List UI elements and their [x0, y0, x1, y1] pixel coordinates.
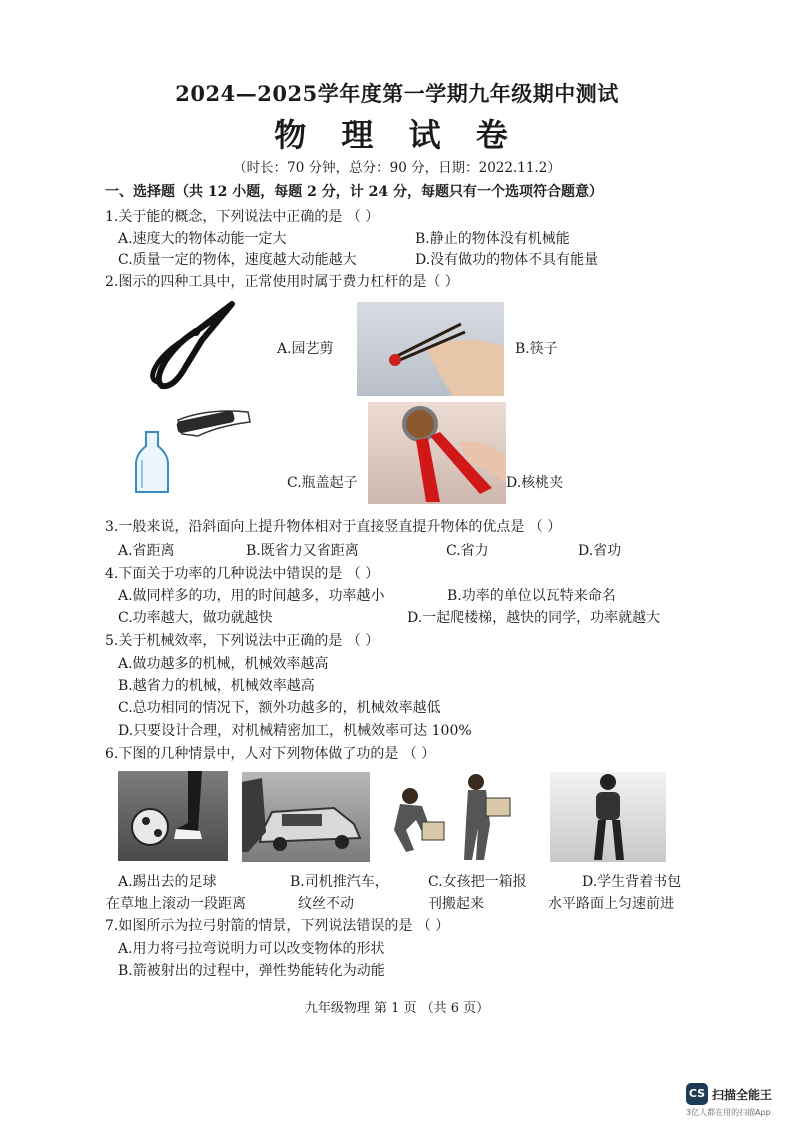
q6-option-b-cont: 纹丝不动	[298, 896, 354, 912]
q1-option-c: C.质量一定的物体，速度越大动能越大	[118, 252, 357, 268]
garden-shears-image	[140, 300, 240, 392]
q6-option-c: C.女孩把一箱报	[428, 874, 527, 890]
q2-option-a: A.园艺剪	[277, 341, 334, 357]
q7-option-a: A.用力将弓拉弯说明力可以改变物体的形状	[118, 941, 385, 957]
q2-option-d: D.核桃夹	[506, 475, 564, 491]
scanner-app-name: 扫描全能王	[712, 1088, 773, 1102]
q5-option-a: A.做功越多的机械，机械效率越高	[118, 656, 329, 672]
question-2-stem: 2.图示的四种工具中，正常使用时属于费力杠杆的是（ ）	[105, 274, 459, 290]
q1-option-d: D.没有做功的物体不具有能量	[415, 252, 599, 268]
q1-option-b: B.静止的物体没有机械能	[415, 231, 570, 247]
q7-option-b: B.箭被射出的过程中，弹性势能转化为动能	[118, 963, 385, 979]
backpack-walk-image	[550, 772, 666, 862]
soccer-kick-image	[118, 771, 228, 861]
q3-option-c: C.省力	[446, 543, 489, 559]
q5-option-c: C.总功相同的情况下，额外功越多的，机械效率越低	[118, 700, 441, 716]
q1-option-a: A.速度大的物体动能一定大	[118, 231, 287, 247]
q4-option-c: C.功率越大，做功就越快	[118, 610, 273, 626]
question-6-stem: 6.下图的几种情景中，人对下列物体做了功的是 （ ）	[105, 746, 436, 762]
q2-option-b: B.筷子	[515, 341, 558, 357]
q6-option-c-cont: 刊搬起来	[428, 896, 484, 912]
question-1-stem: 1.关于能的概念，下列说法中正确的是 （ ）	[105, 209, 380, 225]
subject-title: 物 理 试 卷	[274, 116, 520, 154]
q2-option-c: C.瓶盖起子	[287, 475, 358, 491]
q6-option-b: B.司机推汽车，	[290, 874, 389, 890]
question-4-stem: 4.下面关于功率的几种说法中错误的是 （ ）	[105, 566, 380, 582]
chopsticks-image	[357, 302, 504, 396]
nutcracker-image	[368, 402, 506, 504]
q5-option-b: B.越省力的机械，机械效率越高	[118, 678, 315, 694]
question-5-stem: 5.关于机械效率，下列说法中正确的是 （ ）	[105, 633, 380, 649]
q3-option-b: B.既省力又省距离	[246, 543, 359, 559]
car-push-image	[242, 772, 370, 862]
bottle-opener-image	[128, 400, 258, 495]
q5-option-d: D.只要设计合理，对机械精密加工，机械效率可达 100%	[118, 723, 472, 739]
scanner-slogan: 3亿人都在用的扫描App	[686, 1108, 771, 1117]
question-3-stem: 3.一般来说，沿斜面向上提升物体相对于直接竖直提升物体的优点是 （ ）	[105, 519, 562, 535]
q3-option-d: D.省功	[578, 543, 622, 559]
q6-option-d: D.学生背着书包	[582, 874, 682, 890]
scanner-logo-icon: CS	[686, 1083, 708, 1105]
q6-option-a: A.踢出去的足球	[118, 874, 217, 890]
q6-option-d-cont: 水平路面上匀速前进	[548, 896, 674, 912]
exam-meta: （时长：70 分钟，总分：90 分，日期：2022.11.2）	[233, 160, 561, 176]
q6-option-a-cont: 在草地上滚动一段距离	[106, 896, 246, 912]
question-7-stem: 7.如图所示为拉弓射箭的情景，下列说法错误的是 （ ）	[105, 918, 450, 934]
q4-option-a: A.做同样多的功，用的时间越多，功率越小	[118, 588, 385, 604]
exam-title: 2024—2025学年度第一学期九年级期中测试	[175, 81, 619, 106]
box-lift-image	[386, 772, 520, 862]
page-footer: 九年级物理 第 1 页 （共 6 页）	[304, 1001, 490, 1016]
q4-option-b: B.功率的单位以瓦特来命名	[447, 588, 616, 604]
scanner-badge	[686, 1083, 786, 1119]
q3-option-a: A.省距离	[118, 543, 175, 559]
section-heading: 一、选择题（共 12 小题，每题 2 分，计 24 分，每题只有一个选项符合题意）	[105, 184, 603, 200]
q4-option-d: D.一起爬楼梯，越快的同学，功率就越大	[407, 610, 661, 626]
